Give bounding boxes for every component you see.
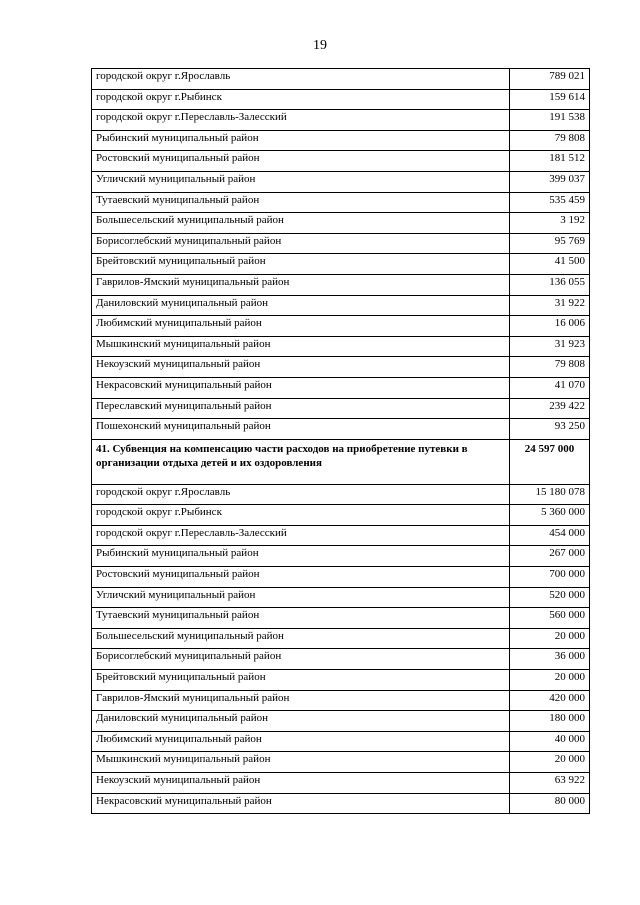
district-name: Даниловский муниципальный район xyxy=(92,711,510,732)
amount-cell: 93 250 xyxy=(510,419,590,440)
district-name: Некоузский муниципальный район xyxy=(92,773,510,794)
amount-cell: 789 021 xyxy=(510,69,590,90)
amount-cell: 5 360 000 xyxy=(510,505,590,526)
district-name: городской округ г.Переславль-Залесский xyxy=(92,110,510,131)
table-row xyxy=(92,295,590,316)
amount-cell: 3 192 xyxy=(510,213,590,234)
table-row xyxy=(92,608,590,629)
amount-cell: 191 538 xyxy=(510,110,590,131)
amount-cell: 535 459 xyxy=(510,192,590,213)
amount-cell: 95 769 xyxy=(510,233,590,254)
district-name: Тутаевский муниципальный район xyxy=(92,608,510,629)
district-name: Рыбинский муниципальный район xyxy=(92,130,510,151)
amount-cell: 420 000 xyxy=(510,690,590,711)
amount-cell: 79 808 xyxy=(510,130,590,151)
district-name: Тутаевский муниципальный район xyxy=(92,192,510,213)
district-name: Борисоглебский муниципальный район xyxy=(92,649,510,670)
table-row xyxy=(92,793,590,814)
amount-cell: 31 922 xyxy=(510,295,590,316)
district-name: Мышкинский муниципальный район xyxy=(92,752,510,773)
amount-cell: 40 000 xyxy=(510,731,590,752)
district-name: Некрасовский муниципальный район xyxy=(92,377,510,398)
table-row xyxy=(92,670,590,691)
amount-cell: 15 180 078 xyxy=(510,484,590,505)
table-row xyxy=(92,649,590,670)
district-name: Большесельский муниципальный район xyxy=(92,628,510,649)
table-row xyxy=(92,628,590,649)
district-name: Некоузский муниципальный район xyxy=(92,357,510,378)
amount-cell: 181 512 xyxy=(510,151,590,172)
table-row xyxy=(92,546,590,567)
district-name: Пошехонский муниципальный район xyxy=(92,419,510,440)
amount-cell: 267 000 xyxy=(510,546,590,567)
amount-cell: 79 808 xyxy=(510,357,590,378)
section-header-row xyxy=(92,439,590,484)
section-header-title: 41. Субвенция на компенсацию части расходов на приобретение путевки в организации отдыха детей и их оздоровления xyxy=(92,439,510,484)
amount-cell: 80 000 xyxy=(510,793,590,814)
table-row xyxy=(92,357,590,378)
district-name: Брейтовский муниципальный район xyxy=(92,670,510,691)
district-name: Любимский муниципальный район xyxy=(92,731,510,752)
table-row xyxy=(92,398,590,419)
section-b-rows xyxy=(92,484,590,814)
table-row xyxy=(92,773,590,794)
district-name: Рыбинский муниципальный район xyxy=(92,546,510,567)
district-name: Даниловский муниципальный район xyxy=(92,295,510,316)
subsidy-table xyxy=(91,68,590,814)
page-number: 19 xyxy=(313,38,327,53)
table-row xyxy=(92,377,590,398)
amount-cell: 20 000 xyxy=(510,628,590,649)
table-row xyxy=(92,110,590,131)
table-row xyxy=(92,711,590,732)
amount-cell: 63 922 xyxy=(510,773,590,794)
table-row xyxy=(92,151,590,172)
table-row xyxy=(92,484,590,505)
district-name: Большесельский муниципальный район xyxy=(92,213,510,234)
table-row xyxy=(92,192,590,213)
amount-cell: 36 000 xyxy=(510,649,590,670)
table-row xyxy=(92,130,590,151)
district-name: городской округ г.Ярославль xyxy=(92,69,510,90)
amount-cell: 399 037 xyxy=(510,171,590,192)
table-row xyxy=(92,731,590,752)
amount-cell: 454 000 xyxy=(510,525,590,546)
district-name: городской округ г.Ярославль xyxy=(92,484,510,505)
table-row xyxy=(92,69,590,90)
table-row xyxy=(92,587,590,608)
amount-cell: 41 070 xyxy=(510,377,590,398)
table-row xyxy=(92,752,590,773)
amount-cell: 700 000 xyxy=(510,567,590,588)
district-name: Борисоглебский муниципальный район xyxy=(92,233,510,254)
table-row xyxy=(92,525,590,546)
table-row xyxy=(92,274,590,295)
section-header-amount: 24 597 000 xyxy=(510,439,590,484)
district-name: Брейтовский муниципальный район xyxy=(92,254,510,275)
district-name: Угличский муниципальный район xyxy=(92,171,510,192)
district-name: Мышкинский муниципальный район xyxy=(92,336,510,357)
amount-cell: 560 000 xyxy=(510,608,590,629)
section-41-header xyxy=(92,439,590,484)
amount-cell: 136 055 xyxy=(510,274,590,295)
amount-cell: 20 000 xyxy=(510,752,590,773)
table-row xyxy=(92,336,590,357)
amount-cell: 16 006 xyxy=(510,316,590,337)
district-name: Гаврилов-Ямский муниципальный район xyxy=(92,690,510,711)
table-row xyxy=(92,254,590,275)
district-name: городской округ г.Рыбинск xyxy=(92,505,510,526)
district-name: Некрасовский муниципальный район xyxy=(92,793,510,814)
section-a-rows xyxy=(92,69,590,440)
amount-cell: 41 500 xyxy=(510,254,590,275)
table-row xyxy=(92,567,590,588)
district-name: Угличский муниципальный район xyxy=(92,587,510,608)
district-name: городской округ г.Переславль-Залесский xyxy=(92,525,510,546)
district-name: Ростовский муниципальный район xyxy=(92,151,510,172)
table-row xyxy=(92,419,590,440)
amount-cell: 520 000 xyxy=(510,587,590,608)
amount-cell: 20 000 xyxy=(510,670,590,691)
amount-cell: 180 000 xyxy=(510,711,590,732)
amount-cell: 159 614 xyxy=(510,89,590,110)
table-row xyxy=(92,171,590,192)
amount-cell: 239 422 xyxy=(510,398,590,419)
amount-cell: 31 923 xyxy=(510,336,590,357)
table-row xyxy=(92,89,590,110)
district-name: Ростовский муниципальный район xyxy=(92,567,510,588)
table-row xyxy=(92,213,590,234)
district-name: городской округ г.Рыбинск xyxy=(92,89,510,110)
table-row xyxy=(92,316,590,337)
table-row xyxy=(92,690,590,711)
table-row xyxy=(92,505,590,526)
district-name: Любимский муниципальный район xyxy=(92,316,510,337)
district-name: Переславский муниципальный район xyxy=(92,398,510,419)
table-row xyxy=(92,233,590,254)
district-name: Гаврилов-Ямский муниципальный район xyxy=(92,274,510,295)
